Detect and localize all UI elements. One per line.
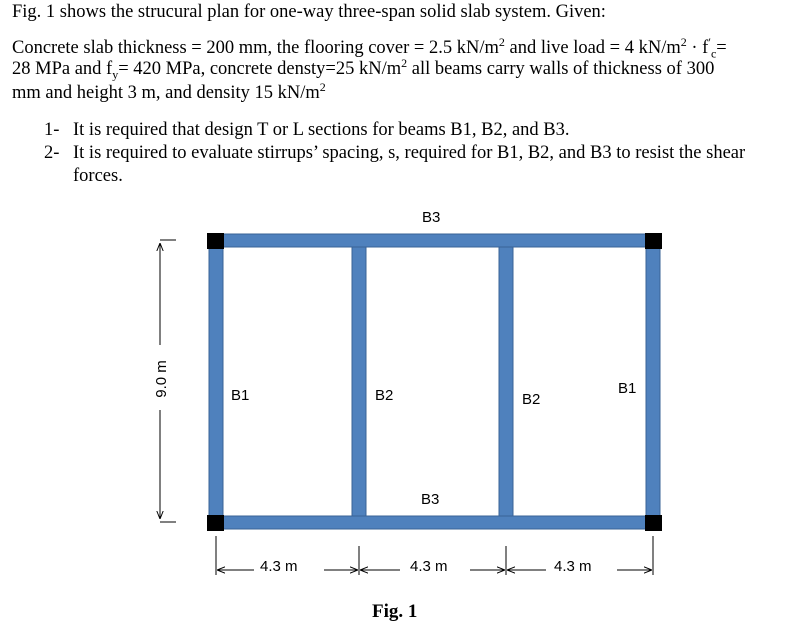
span-label-1: 4.3 m — [260, 558, 298, 575]
beam-b2-left — [352, 243, 366, 521]
given-text-b2: = 420 MPa, concrete densty=25 kN/m — [118, 59, 402, 79]
given-text-b3: all beams carry walls of thickness of 300 — [407, 59, 715, 79]
beam-b3-top — [209, 234, 660, 247]
given-text-a2: and live load = 4 kN/m — [504, 38, 681, 58]
given-text-a3: · f — [686, 38, 709, 58]
label-b2-right: B2 — [522, 391, 541, 408]
dimension-spans — [216, 536, 653, 575]
span-label-2: 4.3 m — [410, 558, 448, 575]
figure-caption: Fig. 1 — [372, 601, 418, 622]
given-sup-a2: 2 — [680, 34, 687, 49]
span-label-3: 4.3 m — [554, 558, 592, 575]
beam-b1-right — [646, 243, 660, 521]
beam-b1-left — [209, 243, 223, 521]
list-item-1-text: It is required that design T or L sections for beams B1, B2, and B3. — [73, 120, 570, 140]
given-fc-sub: c — [710, 46, 717, 61]
column-top-left — [207, 233, 224, 249]
given-fy-sub: y — [112, 67, 119, 82]
intro-paragraph: Fig. 1 shows the strucural plan for one-way three-span solid slab system. Given: — [12, 2, 606, 22]
list-item-1-number: 1- — [44, 120, 60, 140]
given-text-c1: mm and height 3 m, and density 15 kN/m — [12, 83, 320, 103]
list-item-2-text-line-2: forces. — [73, 166, 123, 186]
beam-b3-bottom — [209, 516, 660, 529]
given-text-a4: = — [716, 38, 727, 58]
given-text-b1: 28 MPa and f — [12, 59, 113, 79]
given-sup-c: 2 — [319, 79, 326, 94]
beam-b2-right — [499, 243, 513, 521]
given-text-a1: Concrete slab thickness = 200 mm, the flooring cover = 2.5 kN/m — [12, 38, 499, 58]
column-bottom-left — [207, 515, 224, 531]
label-b3-top: B3 — [422, 209, 441, 226]
given-sup-b: 2 — [401, 55, 408, 70]
label-b1-left: B1 — [231, 387, 250, 404]
label-b1-right: B1 — [618, 380, 637, 397]
list-item-2-number: 2- — [44, 143, 60, 163]
label-b2-left: B2 — [375, 387, 394, 404]
column-top-right — [645, 233, 662, 249]
list-item-2-text-line-1: It is required to evaluate stirrups’ spacing, s, required for B1, B2, and B3 to resist the shear — [73, 143, 746, 163]
label-b3-bottom: B3 — [421, 491, 440, 508]
dimension-height-label: 9.0 m — [153, 360, 170, 398]
dimension-height — [153, 240, 176, 522]
given-prime: ′ — [708, 34, 711, 49]
given-sup-a: 2 — [498, 34, 505, 49]
column-bottom-right — [645, 515, 662, 531]
